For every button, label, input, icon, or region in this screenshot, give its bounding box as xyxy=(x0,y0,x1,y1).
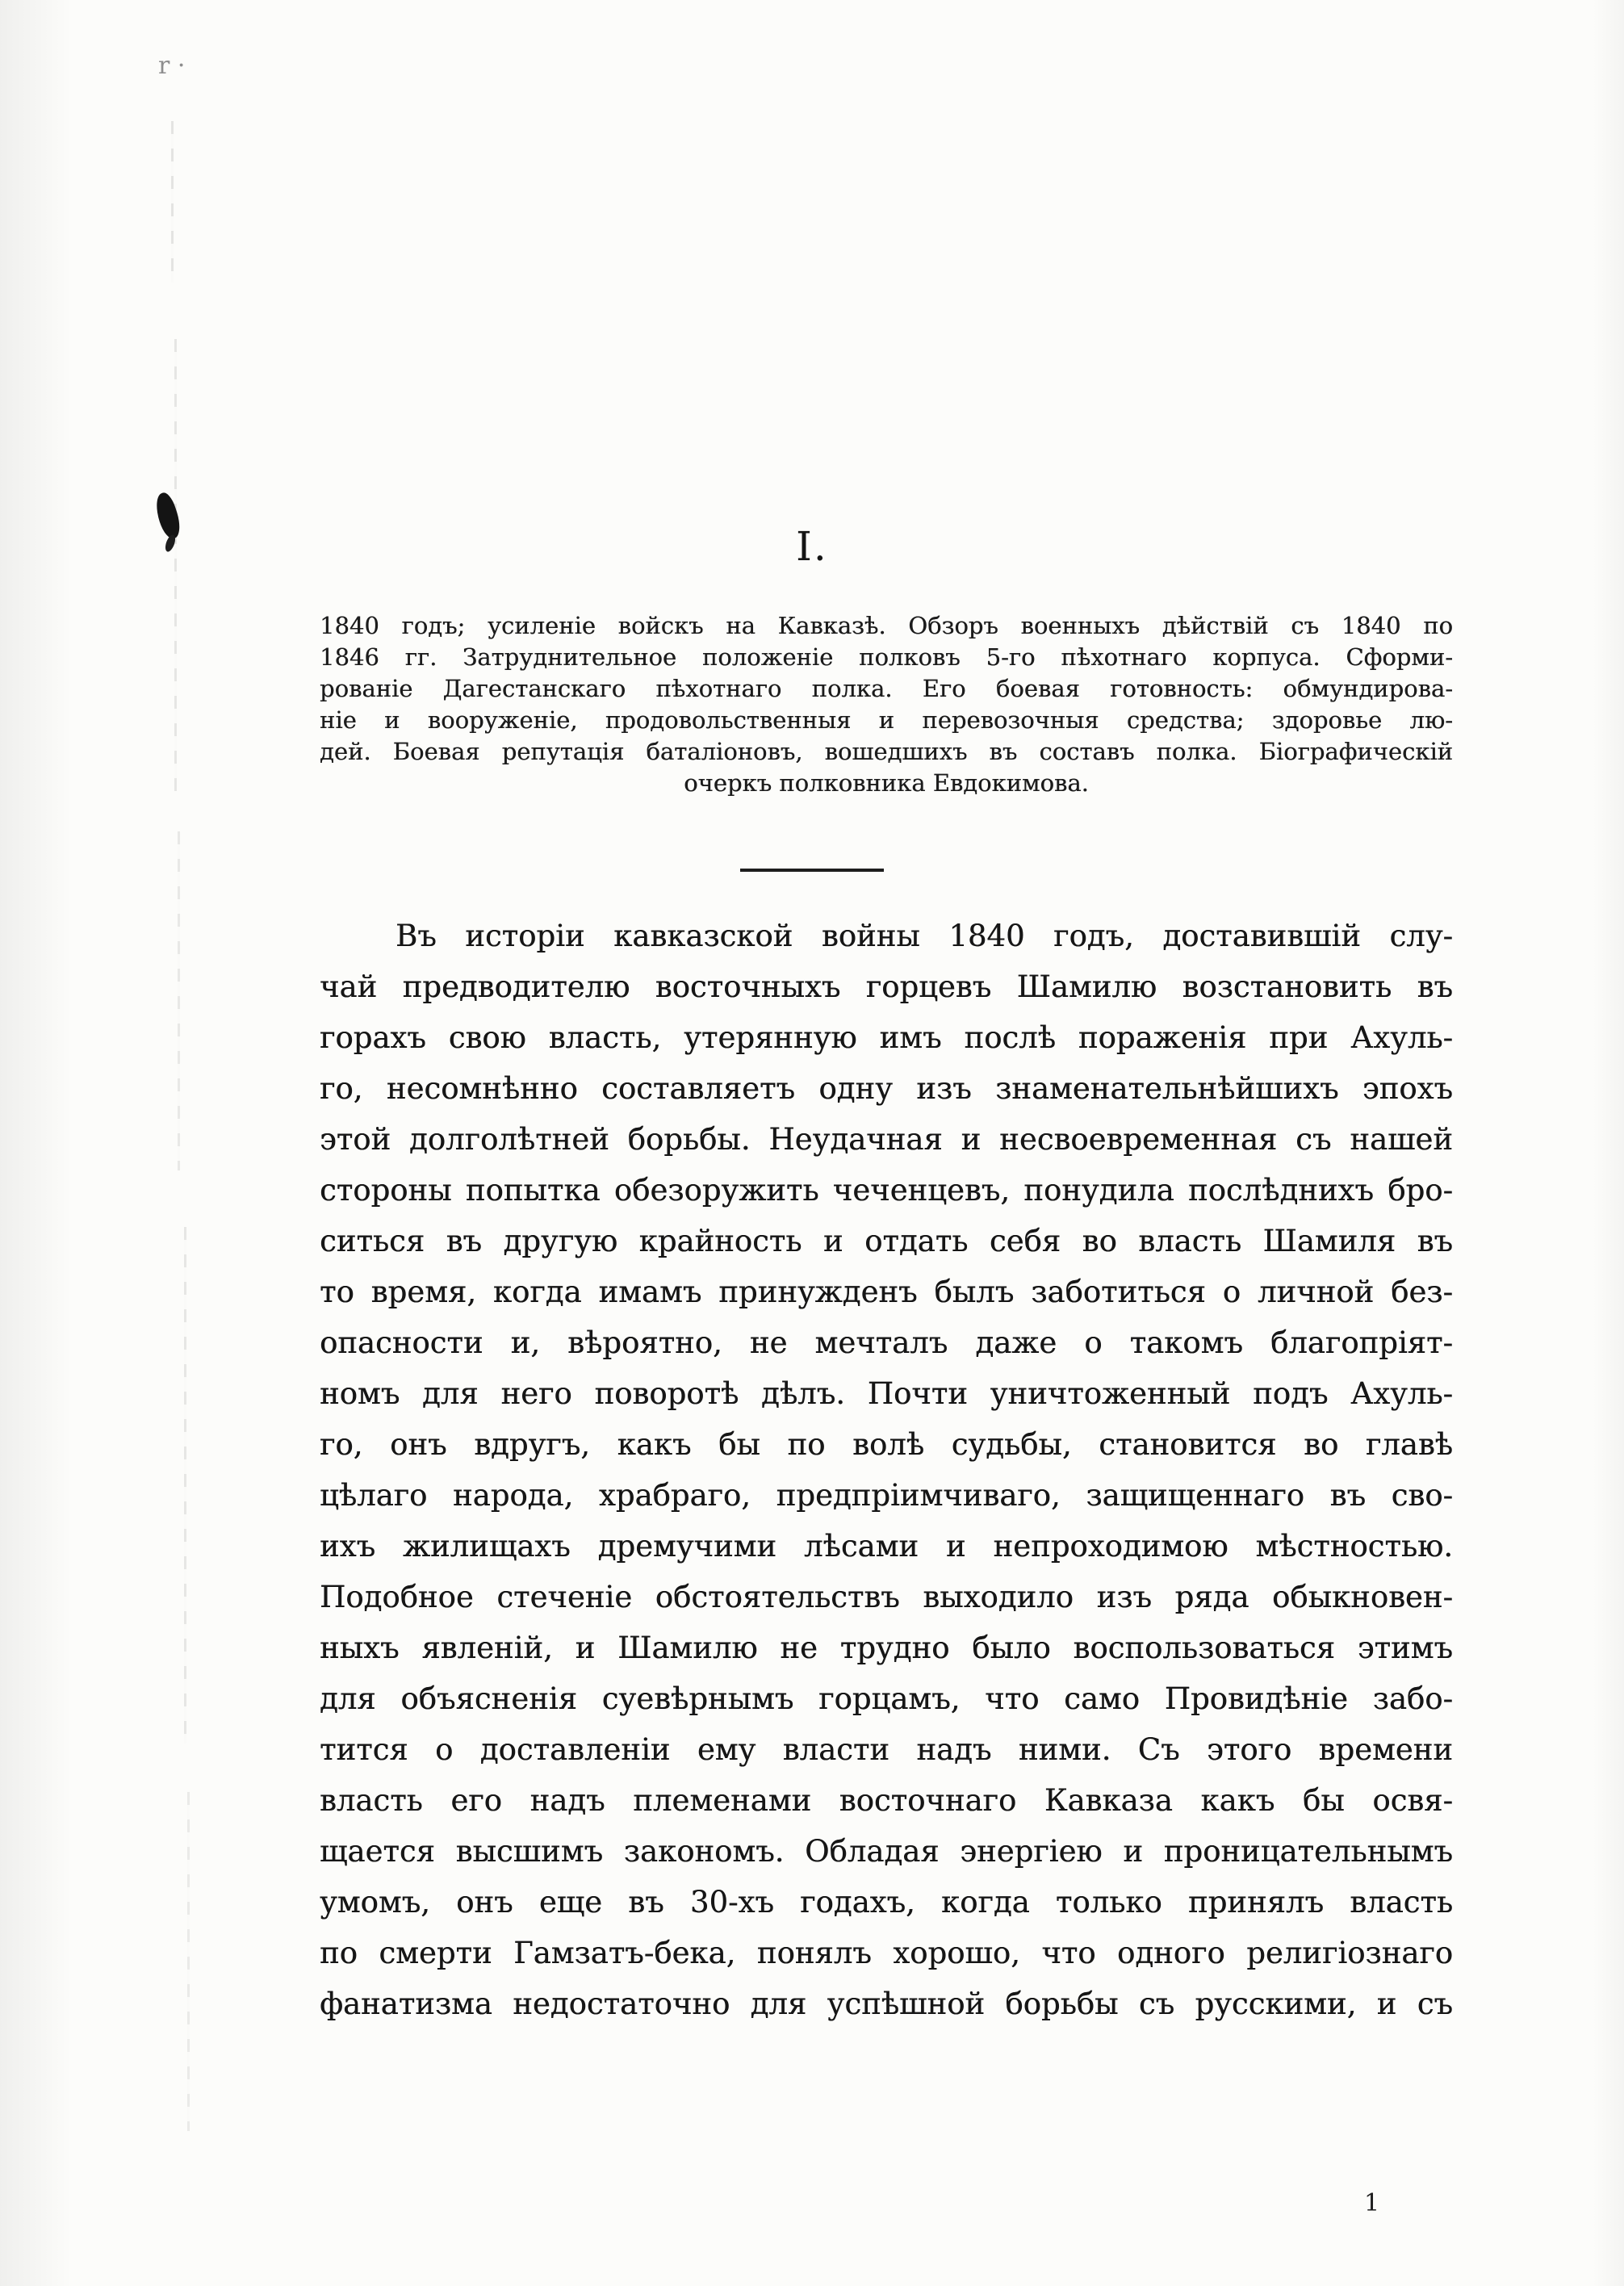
body-line: то время, когда имамъ принужденъ былъ заботиться о личной без- xyxy=(320,1275,1453,1309)
chapter-summary xyxy=(320,610,1453,799)
summary-line: ніе и вооруженіе, продовольственныя и перевозочныя средства; здоровье лю- xyxy=(320,706,1453,734)
body-line: горахъ свою власть, утерянную имъ послѣ пораженія при Ахуль- xyxy=(320,1020,1453,1055)
binding-line-artifact xyxy=(178,831,180,1170)
body-line: ныхъ явленій, и Шамилю не трудно было воспользоваться этимъ xyxy=(320,1631,1453,1665)
body-line: Подобное стеченіе обстоятельствъ выходило изъ ряда обыкновен- xyxy=(320,1580,1453,1614)
body-text xyxy=(320,911,1453,2029)
summary-line: рованіе Дагестанскаго пѣхотнаго полка. Его боевая готовность: обмундирова- xyxy=(320,675,1453,702)
binding-line-artifact xyxy=(187,1792,190,2131)
body-line: опасности и, вѣроятно, не мечталъ даже о такомъ благопріят- xyxy=(320,1325,1453,1360)
body-line: го, онъ вдругъ, какъ бы по волѣ судьбы, становится во главѣ xyxy=(320,1427,1453,1462)
body-line: го, несомнѣнно составляетъ одну изъ знаменательнѣйшихъ эпохъ xyxy=(320,1071,1453,1106)
binding-line-artifact xyxy=(171,121,174,283)
pencil-mark-artifact: r · xyxy=(158,52,186,80)
binding-line-artifact xyxy=(184,1227,186,1744)
body-line: умомъ, онъ еще въ 30-хъ годахъ, когда только принялъ власть xyxy=(320,1885,1453,1920)
body-line: цѣлаго народа, храбраго, предпріимчиваго, защищеннаго въ сво- xyxy=(320,1478,1453,1513)
body-line: по смерти Гамзатъ-бека, понялъ хорошо, что одного религіознаго xyxy=(320,1936,1453,1970)
body-line: Въ исторіи кавказской войны 1840 годъ, доставившій слу- xyxy=(396,919,1453,953)
summary-line: 1840 годъ; усиленіе войскъ на Кавказѣ. Обзоръ военныхъ дѣйствій съ 1840 по xyxy=(320,612,1453,639)
body-line: этой долголѣтней борьбы. Неудачная и несвоевременная съ нашей xyxy=(320,1122,1453,1157)
body-line: фанатизма недостаточно для успѣшной борьбы съ русскими, и съ xyxy=(320,1987,1453,2021)
summary-line: очеркъ полковника Евдокимова. xyxy=(684,769,1089,797)
body-line: для объясненія суевѣрнымъ горцамъ, что само Провидѣніе забо- xyxy=(320,1681,1453,1716)
body-line: номъ для него поворотѣ дѣлъ. Почти уничтоженный подъ Ахуль- xyxy=(320,1376,1453,1411)
body-line: власть его надъ племенами восточнаго Кавказа какъ бы освя- xyxy=(320,1783,1453,1818)
summary-line: 1846 гг. Затруднительное положеніе полковъ 5-го пѣхотнаго корпуса. Сформи- xyxy=(320,643,1453,671)
body-line: тится о доставленіи ему власти надъ ними. Съ этого времени xyxy=(320,1732,1453,1767)
body-line: ситься въ другую крайность и отдать себя во власть Шамиля въ xyxy=(320,1224,1453,1258)
body-line: чай предводителю восточныхъ горцевъ Шамилю возстановить въ xyxy=(320,969,1453,1004)
summary-line: дей. Боевая репутація баталіоновъ, вошедшихъ въ составъ полка. Біографическій xyxy=(320,738,1453,765)
section-divider-rule xyxy=(740,869,884,872)
page-number: 1 xyxy=(1364,2189,1380,2217)
body-line: щается высшимъ закономъ. Обладая энергіею и проницательнымъ xyxy=(320,1834,1453,1869)
chapter-number: I. xyxy=(796,523,828,570)
body-line: ихъ жилищахъ дремучими лѣсами и непроходимою мѣстностью. xyxy=(320,1529,1453,1564)
body-line: стороны попытка обезоружить чеченцевъ, понудила послѣднихъ бро- xyxy=(320,1173,1453,1208)
